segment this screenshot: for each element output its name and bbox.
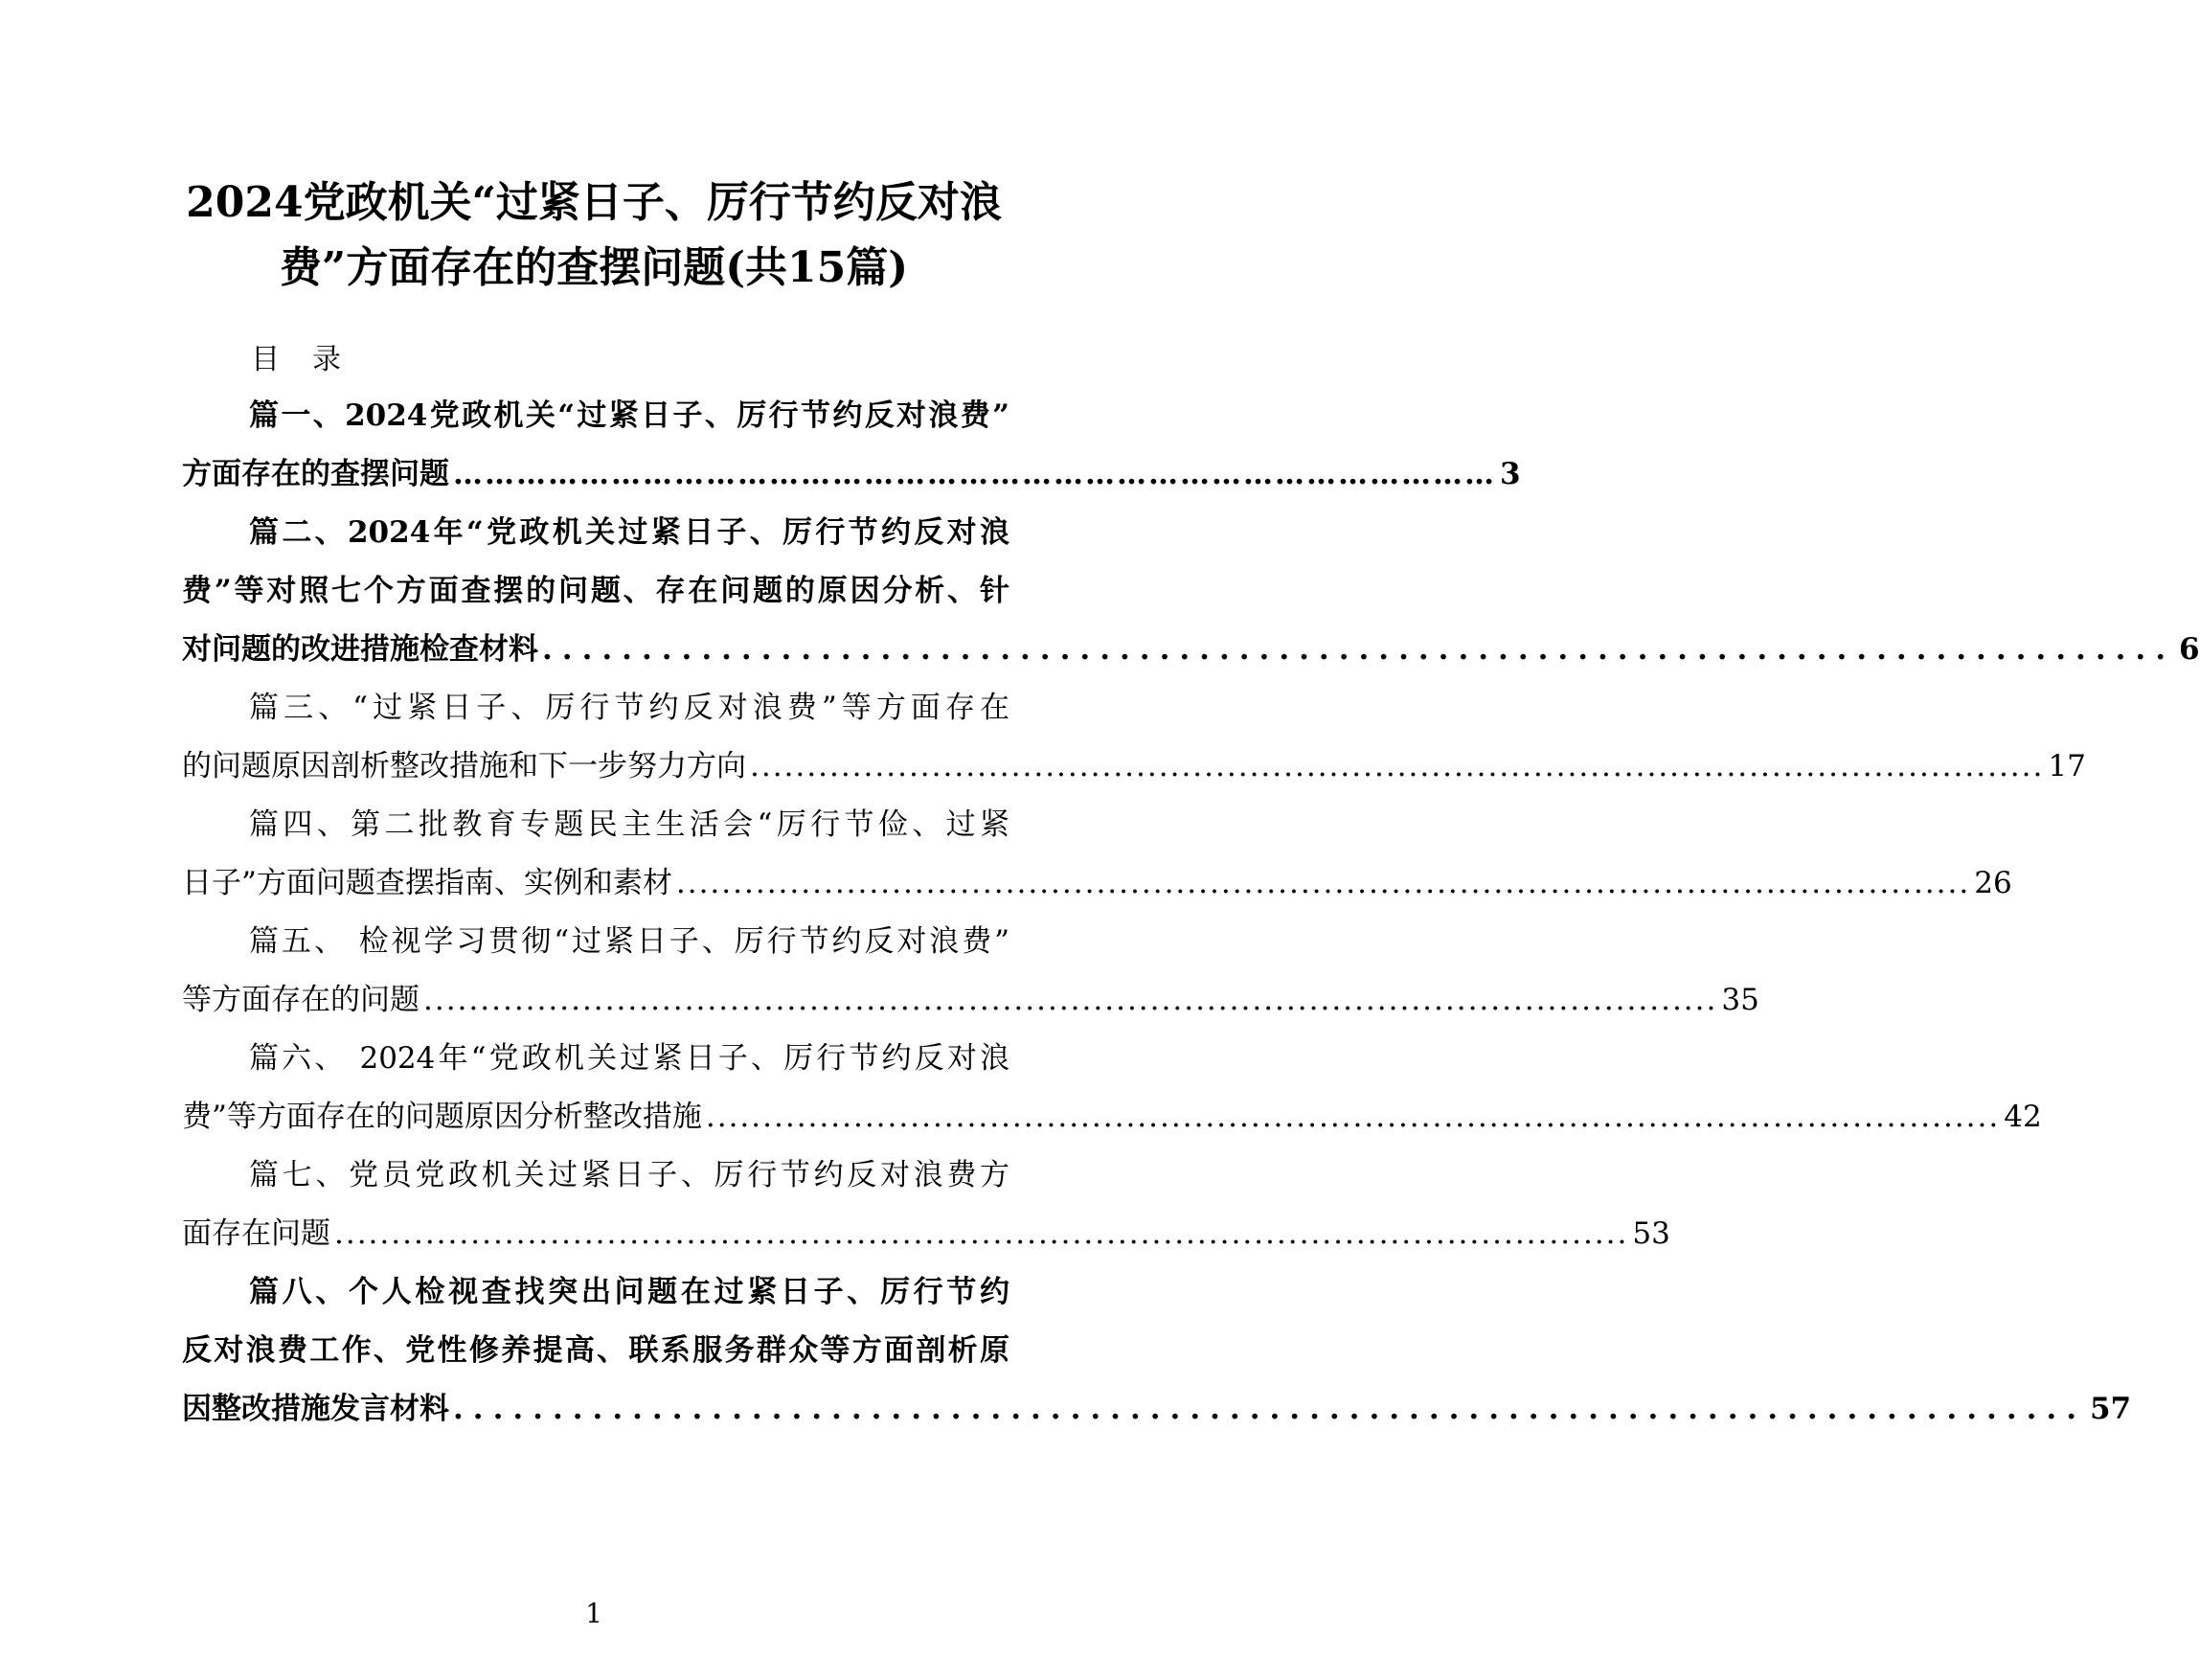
page-footer-number: 1 [585, 1598, 602, 1629]
toc-entry-text: 费”等方面存在的问题原因分析整改措施 [182, 1100, 702, 1134]
toc-entry-line: 篇四、第二批教育专题民主生活会“厉行节俭、过紧 [249, 807, 1009, 842]
toc-entry-7[interactable] [182, 1146, 1670, 1263]
toc-page-number: 17 [2048, 749, 2086, 783]
toc-page-number: 57 [2089, 1392, 2132, 1426]
toc-entry-5[interactable] [182, 913, 1759, 1030]
toc-heading: 目录 [251, 343, 374, 376]
toc-leader-dots: .................................................................................. [542, 632, 2175, 667]
toc-entry-line: 篇一、2024党政机关“过紧日子、厉行节约反对浪费” [249, 398, 1009, 433]
toc-leader-dots: .................................................................................. [453, 1392, 2086, 1426]
toc-entry-line: 篇五、 检视学习贯彻“过紧日子、厉行节约反对浪费” [249, 924, 1009, 959]
toc-entry-text: 因整改措施发言材料 [182, 1392, 449, 1426]
toc-entry-line: 篇三、“过紧日子、厉行节约反对浪费”等方面存在 [249, 691, 1009, 725]
toc-page-number: 35 [1721, 983, 1759, 1017]
toc-entry-line: 篇六、 2024年“党政机关过紧日子、厉行节约反对浪 [249, 1041, 1009, 1076]
toc-leader-dots: ……………………………………………………………………………………… [453, 457, 1496, 491]
toc-entry-line: 费”等对照七个方面查摆的问题、存在问题的原因分析、针 [182, 574, 1009, 608]
title-line-2: 费”方面存在的查摆问题(共15篇) [279, 243, 909, 292]
toc-page-number: 3 [1500, 457, 1521, 491]
toc-entry-text: 对问题的改进措施检查材料 [182, 632, 538, 667]
toc-entry-6[interactable] [182, 1030, 2042, 1146]
toc-entry-line: 篇二、2024年“党政机关过紧日子、厉行节约反对浪 [249, 515, 1009, 550]
toc-leader-dots: .................................................................................................................. [334, 1216, 1629, 1251]
toc-entry-line: 篇七、党员党政机关过紧日子、厉行节约反对浪费方 [249, 1158, 1009, 1192]
toc-entry-line: 反对浪费工作、党性修养提高、联系服务群众等方面剖析原 [182, 1333, 1009, 1368]
toc-page-number: 6 [2178, 632, 2200, 667]
toc-entry-8[interactable] [182, 1263, 2132, 1439]
toc-page-number: 53 [1632, 1216, 1670, 1251]
toc-leader-dots: .................................................................................................................. [675, 866, 1971, 900]
toc-entry-1[interactable] [182, 387, 1521, 504]
toc-entry-text: 日子”方面问题查摆指南、实例和素材 [182, 866, 672, 900]
toc-entry-text: 面存在问题 [182, 1216, 330, 1251]
title-line-1: 2024党政机关“过紧日子、厉行节约反对浪 [186, 178, 1002, 227]
toc-entry-text: 的问题原因剖析整改措施和下一步努力方向 [182, 749, 746, 783]
toc-entry-2[interactable] [182, 504, 2200, 679]
table-of-contents [182, 387, 2200, 1439]
toc-page-number: 26 [1974, 866, 2012, 900]
toc-entry-3[interactable] [182, 679, 2086, 796]
toc-leader-dots: .................................................................................................................. [423, 983, 1718, 1017]
toc-entry-text: 方面存在的查摆问题 [182, 457, 449, 491]
document-title [172, 170, 1015, 301]
toc-leader-dots: .................................................................................................................. [705, 1100, 2001, 1134]
toc-page-number: 42 [2004, 1100, 2042, 1134]
toc-entry-text: 等方面存在的问题 [182, 983, 420, 1017]
toc-entry-line: 篇八、个人检视查找突出问题在过紧日子、厉行节约 [249, 1275, 1009, 1309]
toc-entry-4[interactable] [182, 796, 2012, 913]
toc-leader-dots: .................................................................................................................. [750, 749, 2045, 783]
